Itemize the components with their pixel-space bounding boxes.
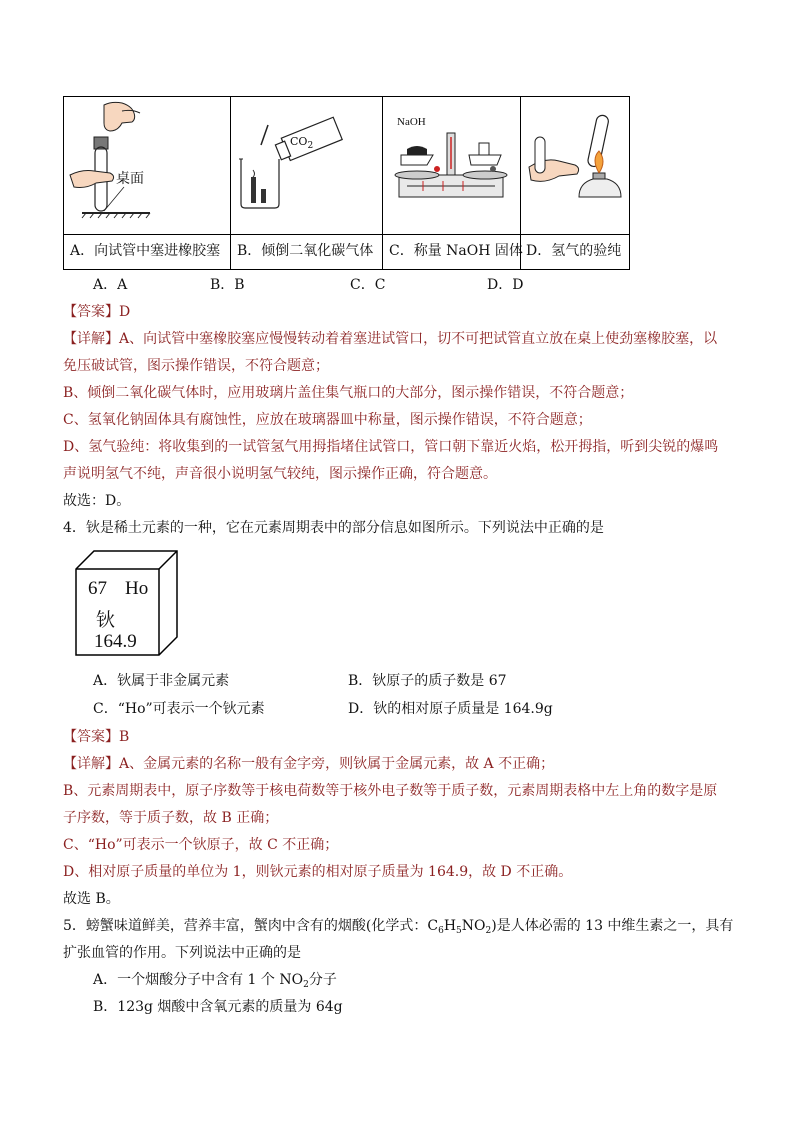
naoh-label: NaOH xyxy=(397,116,426,128)
bench-label: 桌面 xyxy=(116,171,144,187)
atomic-mass: 164.9 xyxy=(94,631,137,652)
q3-option-c: C．C xyxy=(350,277,386,293)
q4-detail-line: 子序数，等于质子数，故 B 正确； xyxy=(63,810,279,826)
q5-stem-line1: 5．螃蟹味道鲜美，营养丰富，蟹肉中含有的烟酸(化学式：$C_6H_5NO_2$)是人体必需的 13 中维生素之一，具有 xyxy=(63,918,734,936)
q4-conclusion: 故选 B。 xyxy=(63,891,120,907)
q5-stem-line2: 扩张血管的作用。下列说法中正确的是 xyxy=(63,945,301,961)
q3-conclusion: 故选：D。 xyxy=(63,493,131,509)
q4-detail-line: D、相对原子质量的单位为 1，则钬元素的相对原子质量为 164.9，故 D 不正确。 xyxy=(63,864,573,880)
element-name: 钬 xyxy=(96,609,116,631)
q4-detail-line: 【详解】A、金属元素的名称一般有金字旁，则钬属于金属元素，故 A 不正确； xyxy=(63,756,555,772)
q4-answer: 【答案】B xyxy=(63,729,130,745)
caption-d: D．氢气的验纯 xyxy=(526,243,622,259)
q3-option-b: B．B xyxy=(210,277,245,293)
q3-option-a: A．A xyxy=(93,277,128,293)
q3-detail-line: 免压破试管，图示操作错误，不符合题意； xyxy=(63,358,329,374)
q3-detail-line: C、氢氧化钠固体具有腐蚀性，应放在玻璃器皿中称量，图示操作错误，不符合题意； xyxy=(63,412,592,428)
q5-option-b: B．123g 烟酸中含氧元素的质量为 64g xyxy=(93,999,343,1015)
caption-c: C．称量 NaOH 固体 xyxy=(389,243,523,259)
q4-stem: 4．钬是稀土元素的一种，它在元素周期表中的部分信息如图所示。下列说法中正确的是 xyxy=(63,520,604,536)
table-divider xyxy=(64,234,629,235)
q5-option-a: A．一个烟酸分子中含有 1 个 $NO_2$分子 xyxy=(93,972,337,990)
q4-detail-line: C、“Ho”可表示一个钬原子，故 C 不正确； xyxy=(63,837,339,853)
element-cell-holmium xyxy=(74,547,179,657)
q4-option-b: B．钬原子的质子数是 67 xyxy=(348,673,507,689)
q3-detail-line: B、倾倒二氧化碳气体时，应用玻璃片盖住集气瓶口的大部分，图示操作错误，不符合题意； xyxy=(63,385,634,401)
q3-detail-line: D、氢气验纯：将收集到的一试管氢气用拇指堵住试管口，管口朝下靠近火焰，松开拇指，听到尖锐的爆鸣 xyxy=(63,439,719,455)
element-symbol: Ho xyxy=(125,578,149,599)
q4-detail-line: B、元素周期表中，原子序数等于核电荷数等于核外电子数等于质子数，元素周期表格中左上角的数字是原 xyxy=(63,783,718,799)
caption-a: A．向试管中塞进橡胶塞 xyxy=(70,243,221,259)
q4-option-a: A．钬属于非金属元素 xyxy=(93,673,230,689)
caption-b: B．倾倒二氧化碳气体 xyxy=(237,243,374,259)
experiment-figure-table xyxy=(63,96,630,270)
q3-option-d: D．D xyxy=(487,277,524,293)
co2-label: $CO_2$ xyxy=(290,135,314,151)
q3-detail-line: 声说明氢气不纯，声音很小说明氢气较纯，图示操作正确，符合题意。 xyxy=(63,466,497,482)
q3-answer: 【答案】D xyxy=(63,304,131,320)
co2-pouring-illustration xyxy=(231,97,382,234)
q4-option-d: D．钬的相对原子质量是 164.9g xyxy=(348,701,553,717)
q3-detail-line: 【详解】A、向试管中塞橡胶塞应慢慢转动着着塞进试管口，切不可把试管直立放在桌上使劲塞橡胶塞，以 xyxy=(63,331,718,347)
q4-option-c: C．“Ho”可表示一个钬元素 xyxy=(93,701,265,717)
atomic-number: 67 xyxy=(88,578,107,599)
stopper-insertion-illustration xyxy=(64,97,230,234)
hydrogen-purity-test-illustration xyxy=(521,97,631,234)
